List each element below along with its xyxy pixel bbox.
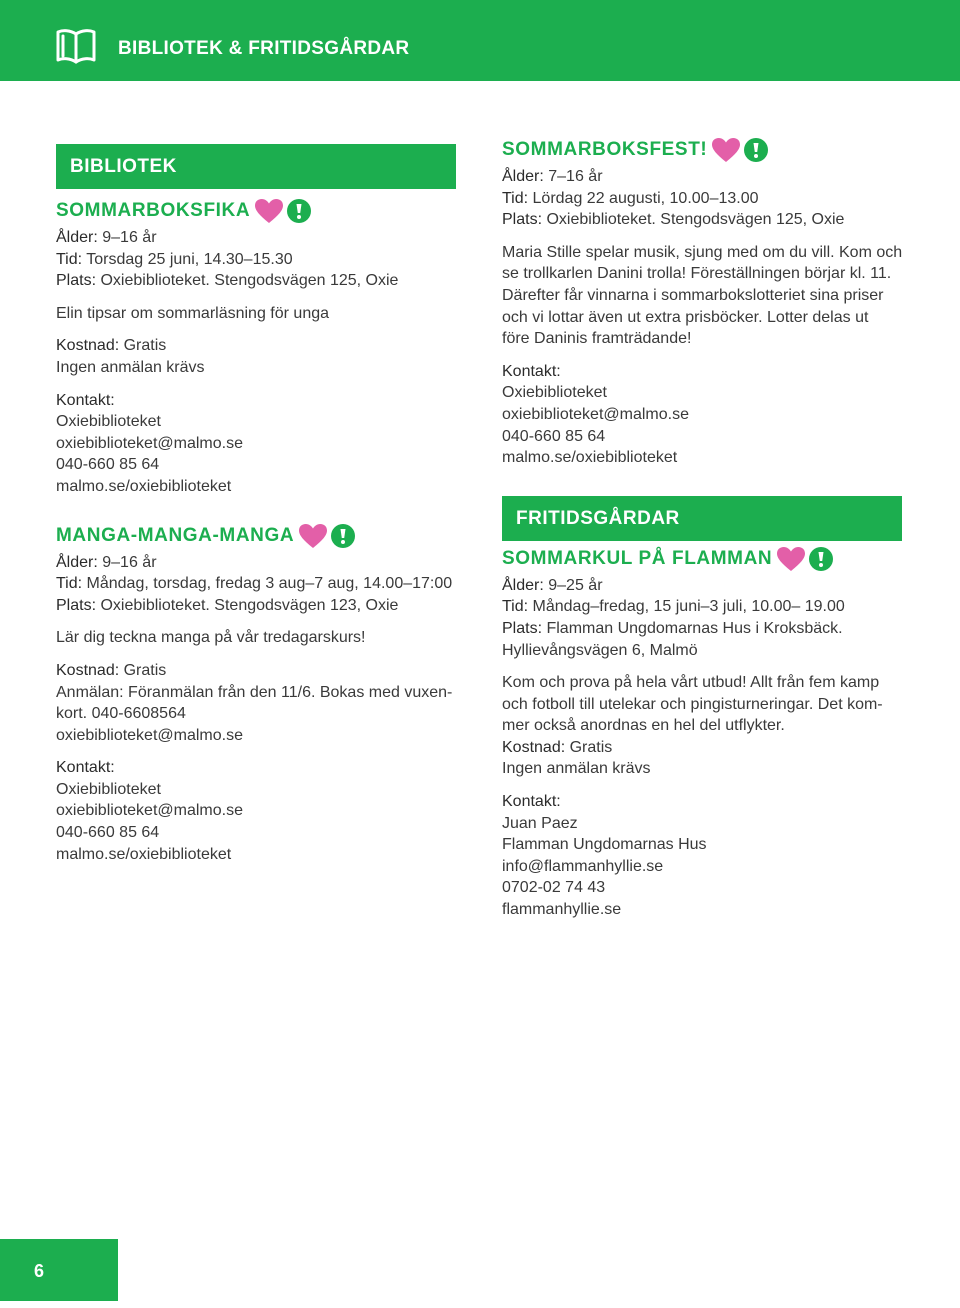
time-label: Tid:	[56, 250, 83, 268]
event-title	[502, 543, 902, 575]
exclamation-icon	[330, 523, 356, 549]
contact-website[interactable]: flammanhyllie.se	[502, 901, 622, 919]
page-number: 6	[34, 1261, 45, 1281]
event-sommarkul-pa-flamman	[502, 543, 902, 921]
open-book-icon	[54, 26, 98, 66]
event-sommarboksfest	[502, 134, 902, 469]
time-label: Tid:	[502, 189, 529, 207]
contact-phone: 040-660 85 64	[502, 427, 606, 445]
contact-name: Oxiebiblioteket	[56, 413, 161, 431]
age-label: Ålder:	[502, 168, 544, 185]
contact-name: Oxiebiblioteket	[56, 780, 161, 798]
time-label: Tid:	[56, 575, 83, 593]
cost-value: Gratis	[123, 661, 167, 679]
contact-name: Juan Paez	[502, 814, 578, 832]
cost-value: Gratis	[123, 337, 167, 355]
description-line: före Daninis framträdande!	[502, 330, 692, 348]
cost-label: Kostnad:	[502, 738, 566, 756]
exclamation-icon	[286, 198, 312, 224]
signup-line: Anmälan: Föranmälan från den 11/6. Bokas med vuxen-	[56, 683, 453, 701]
time-value: Lördag 22 augusti, 10.00–13.00	[532, 189, 759, 207]
cost-label: Kostnad:	[56, 337, 120, 355]
place-value: Oxiebiblioteket. Stengodsvägen 123, Oxie	[100, 596, 399, 614]
contact-email[interactable]: oxiebiblioteket@malmo.se	[56, 802, 243, 820]
exclamation-icon	[743, 137, 769, 163]
description-line: Kom och prova på hela vårt utbud! Allt från fem kamp	[502, 674, 880, 692]
contact-email[interactable]: oxiebiblioteket@malmo.se	[56, 434, 243, 452]
place-value: Oxiebiblioteket. Stengodsvägen 125, Oxie	[546, 211, 845, 229]
event-title	[56, 520, 456, 552]
event-title-text: SOMMARKUL PÅ FLAMMAN	[502, 547, 773, 569]
age-value: 9–25 år	[548, 576, 603, 594]
age-value: 9–16 år	[102, 229, 157, 246]
description-line: mer också anordnas en hel del utflykter.	[502, 717, 785, 735]
heart-icon	[298, 523, 328, 549]
contact-name: Oxiebiblioteket	[502, 384, 607, 402]
event-title	[56, 195, 456, 227]
contact-label: Kontakt:	[502, 793, 561, 811]
description-line: Maria Stille spelar musik, sjung med om du vill. Kom och	[502, 243, 903, 261]
age-value: 9–16 år	[102, 553, 157, 571]
contact-label: Kontakt:	[56, 759, 115, 777]
place-value: Oxiebiblioteket. Stengodsvägen 125, Oxie	[100, 272, 399, 290]
cost-label: Kostnad:	[56, 661, 120, 679]
event-description: Elin tipsar om sommarläsning för unga	[56, 304, 330, 322]
contact-label: Kontakt:	[56, 391, 115, 409]
event-title-text: SOMMARBOKSFEST!	[502, 139, 708, 160]
exclamation-icon	[808, 546, 834, 572]
left-column	[56, 144, 456, 865]
contact-phone: 040-660 85 64	[56, 824, 160, 842]
signup-line: kort. 040-6608564	[56, 705, 186, 723]
event-title-text: SOMMARBOKSFIKA	[56, 200, 251, 221]
event-description: Lär dig teckna manga på vår tredagarskurs!	[56, 629, 366, 647]
heart-icon	[776, 546, 806, 572]
signup-email[interactable]: oxiebiblioteket@malmo.se	[56, 726, 243, 744]
age-label: Ålder:	[56, 229, 98, 246]
place-label: Plats:	[502, 619, 543, 637]
age-label: Ålder:	[56, 553, 98, 571]
description-line: Därefter får vinnarna i sommarbokslotteriet sina priser	[502, 286, 884, 304]
description-line: se trollkarlen Danini trolla! Föreställningen börjar kl. 11.	[502, 265, 892, 283]
contact-organization: Flamman Ungdomarnas Hus	[502, 836, 707, 854]
page-number-box	[0, 1239, 118, 1301]
time-value: Torsdag 25 juni, 14.30–15.30	[86, 250, 293, 268]
place-label: Plats:	[502, 211, 543, 229]
place-value: Flamman Ungdomarnas Hus i Kroksbäck.	[546, 619, 843, 637]
time-label: Tid:	[502, 598, 529, 616]
contact-phone: 040-660 85 64	[56, 456, 160, 474]
place-label: Plats:	[56, 596, 97, 614]
contact-phone: 0702-02 74 43	[502, 879, 606, 897]
description-line: och fotboll till utelekar och pingisturneringar. Det kom-	[502, 695, 883, 713]
section-banner-bibliotek: BIBLIOTEK	[56, 144, 456, 189]
cost-value: Gratis	[569, 738, 613, 756]
contact-website[interactable]: malmo.se/oxiebiblioteket	[502, 449, 678, 467]
header-bar	[0, 0, 960, 81]
event-manga-manga-manga	[56, 520, 456, 866]
heart-icon	[254, 198, 284, 224]
contact-website[interactable]: malmo.se/oxiebiblioteket	[56, 845, 232, 863]
signup-text: Ingen anmälan krävs	[502, 760, 651, 778]
contact-label: Kontakt:	[502, 362, 561, 380]
contact-email[interactable]: info@flammanhyllie.se	[502, 857, 664, 875]
place-label: Plats:	[56, 272, 97, 290]
header-title: BIBLIOTEK & FRITIDSGÅRDAR	[118, 38, 410, 59]
place-value-line2: Hyllievångsvägen 6, Malmö	[502, 641, 698, 659]
description-line: och vi lottar även ut extra prisböcker. Lotter delas ut	[502, 308, 869, 326]
signup-text: Ingen anmälan krävs	[56, 358, 205, 376]
contact-email[interactable]: oxiebiblioteket@malmo.se	[502, 405, 689, 423]
heart-icon	[711, 137, 741, 163]
contact-website[interactable]: malmo.se/oxiebiblioteket	[56, 477, 232, 495]
time-value: Måndag–fredag, 15 juni–3 juli, 10.00– 19.00	[532, 598, 845, 616]
age-value: 7–16 år	[548, 168, 603, 185]
age-label: Ålder:	[502, 576, 544, 594]
time-value: Måndag, torsdag, fredag 3 aug–7 aug, 14.00–17:00	[86, 575, 453, 593]
section-banner-fritidsgardar: FRITIDSGÅRDAR	[502, 496, 902, 541]
event-title	[502, 134, 902, 166]
event-sommarboksfika	[56, 195, 456, 498]
event-title-text: MANGA-MANGA-MANGA	[56, 524, 295, 546]
right-column	[502, 134, 902, 921]
